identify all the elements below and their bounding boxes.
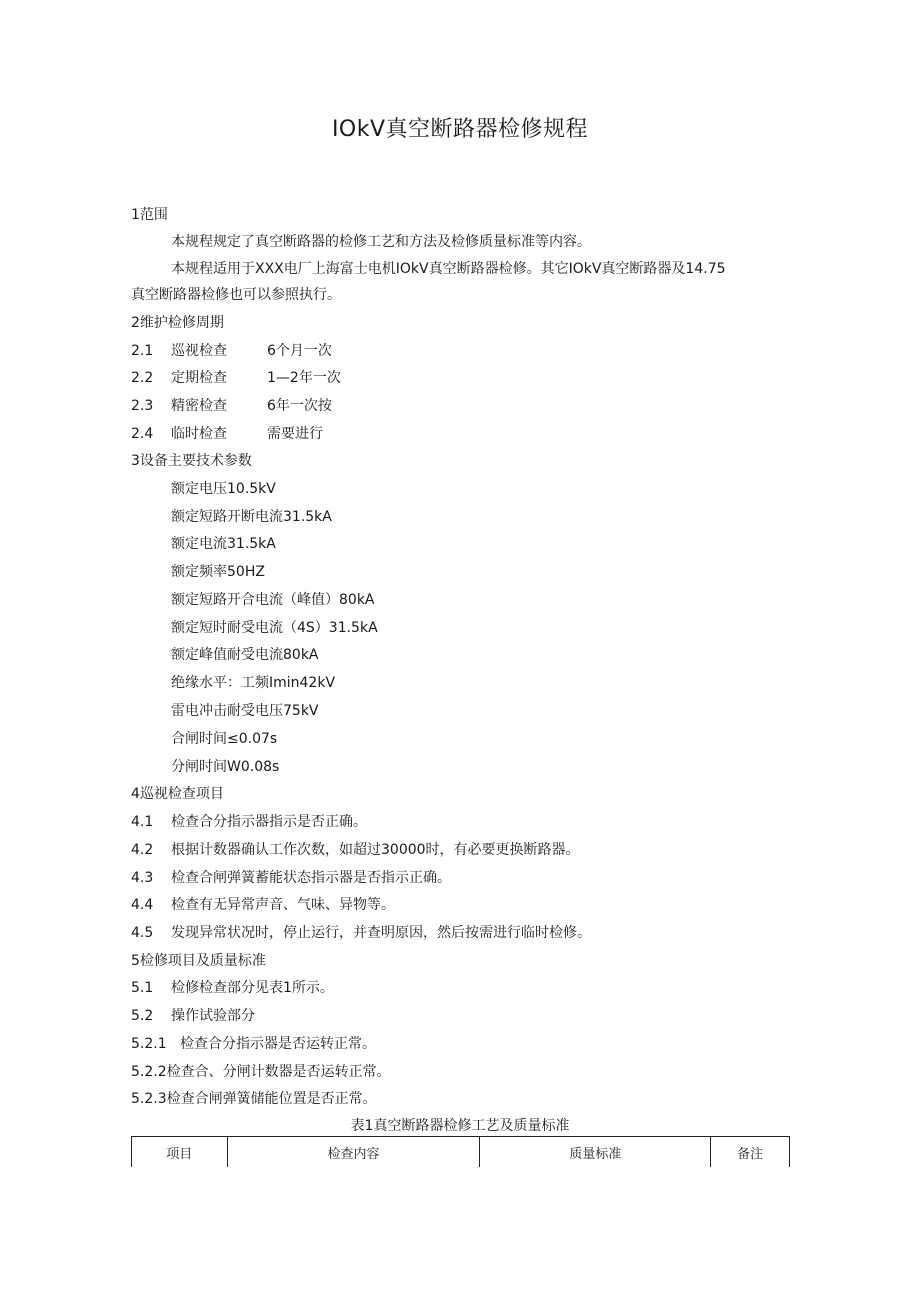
tech-param: 额定短路开断电流31.5kA	[171, 509, 332, 525]
item-number: 4.4	[131, 897, 154, 913]
table-caption: 表1真空断路器检修工艺及质量标准	[350, 1118, 570, 1134]
table-header-row	[132, 1137, 790, 1168]
item-text: 检查合分指示器指示是否正确。	[171, 814, 367, 830]
section-5-heading: 5检修项目及质量标准	[131, 953, 266, 969]
cycle-period: 6年一次按	[267, 398, 332, 414]
cycle-row	[131, 396, 332, 416]
item-text: 操作试验部分	[171, 1008, 255, 1024]
tech-param: 额定短时耐受电流（4S）31.5kA	[171, 620, 378, 636]
tech-param: 额定电流31.5kA	[171, 536, 276, 552]
item-text: 检查有无异常声音、气味、异物等。	[171, 897, 395, 913]
section-2-heading: 2维护检修周期	[131, 315, 224, 331]
tech-param: 额定峰值耐受电流80kA	[171, 647, 319, 663]
item-number: 5.2	[131, 1008, 154, 1024]
cycle-period: 需要进行	[267, 426, 323, 442]
scope-paragraph-2-line-2: 真空断路器检修也可以参照执行。	[131, 287, 341, 303]
cycle-number: 2.1	[131, 343, 154, 359]
tech-param: 合闸时间≤0.07s	[171, 731, 278, 747]
cycle-name: 临时检查	[171, 426, 227, 442]
scope-paragraph-2-line-1: 本规程适用于XXX电厂上海富士电机IOkV真空断路器检修。其它IOkV真空断路器及14.75	[171, 261, 726, 277]
cycle-number: 2.2	[131, 370, 154, 386]
item-number: 4.5	[131, 925, 154, 941]
cycle-row	[131, 368, 341, 388]
quality-standard-table	[131, 1136, 790, 1167]
tech-param: 分闸时间W0.08s	[171, 759, 280, 775]
maintenance-item	[131, 1006, 255, 1026]
section-3-heading: 3设备主要技术参数	[131, 453, 252, 469]
tech-param: 额定电压10.5kV	[171, 481, 276, 497]
scope-paragraph-1: 本规程规定了真空断路器的检修工艺和方法及检修质量标准等内容。	[171, 234, 591, 250]
section-1-heading: 1范围	[131, 207, 168, 223]
inspection-item	[131, 812, 367, 832]
inspection-item	[131, 840, 580, 860]
inspection-item	[131, 868, 451, 888]
cycle-number: 2.4	[131, 426, 154, 442]
column-header-item: 项目	[132, 1137, 228, 1168]
maintenance-subitem: 5.2.3检查合闸弹簧储能位置是否正常。	[131, 1091, 377, 1107]
tech-param: 额定短路开合电流（峰值）80kA	[171, 592, 375, 608]
tech-param: 额定频率50HZ	[171, 564, 265, 580]
item-text: 根据计数器确认工作次数，如超过30000时，有必要更换断路器。	[171, 842, 580, 858]
cycle-period: 6个月一次	[267, 343, 332, 359]
item-number: 5.1	[131, 980, 154, 996]
cycle-row	[131, 341, 332, 361]
tech-param: 绝缘水平：工频Imin42kV	[171, 675, 336, 691]
item-text: 检查合闸弹簧蓄能状态指示器是否指示正确。	[171, 870, 451, 886]
column-header-content: 检查内容	[227, 1137, 480, 1168]
inspection-item	[131, 895, 395, 915]
cycle-name: 巡视检查	[171, 343, 227, 359]
item-number: 4.2	[131, 842, 154, 858]
maintenance-item	[131, 978, 334, 998]
cycle-number: 2.3	[131, 398, 154, 414]
item-number: 4.1	[131, 814, 154, 830]
maintenance-subitem: 5.2.2检查合、分闸计数器是否运转正常。	[131, 1064, 391, 1080]
document-title: IOkV真空断路器检修规程	[331, 117, 589, 142]
cycle-name: 精密检查	[171, 398, 227, 414]
cycle-name: 定期检查	[171, 370, 227, 386]
cycle-row	[131, 424, 323, 444]
item-text: 检修检查部分见表1所示。	[171, 980, 334, 996]
cycle-period: 1—2年一次	[267, 370, 341, 386]
section-4-heading: 4巡视检查项目	[131, 786, 224, 802]
inspection-item	[131, 923, 591, 943]
item-text: 发现异常状况时，停止运行，并查明原因，然后按需进行临时检修。	[171, 925, 591, 941]
maintenance-subitem: 5.2.1 检查合分指示器是否运转正常。	[131, 1036, 376, 1052]
column-header-remarks: 备注	[711, 1137, 790, 1168]
column-header-standard: 质量标准	[480, 1137, 711, 1168]
tech-param: 雷电冲击耐受电压75kV	[171, 703, 319, 719]
item-number: 4.3	[131, 870, 154, 886]
